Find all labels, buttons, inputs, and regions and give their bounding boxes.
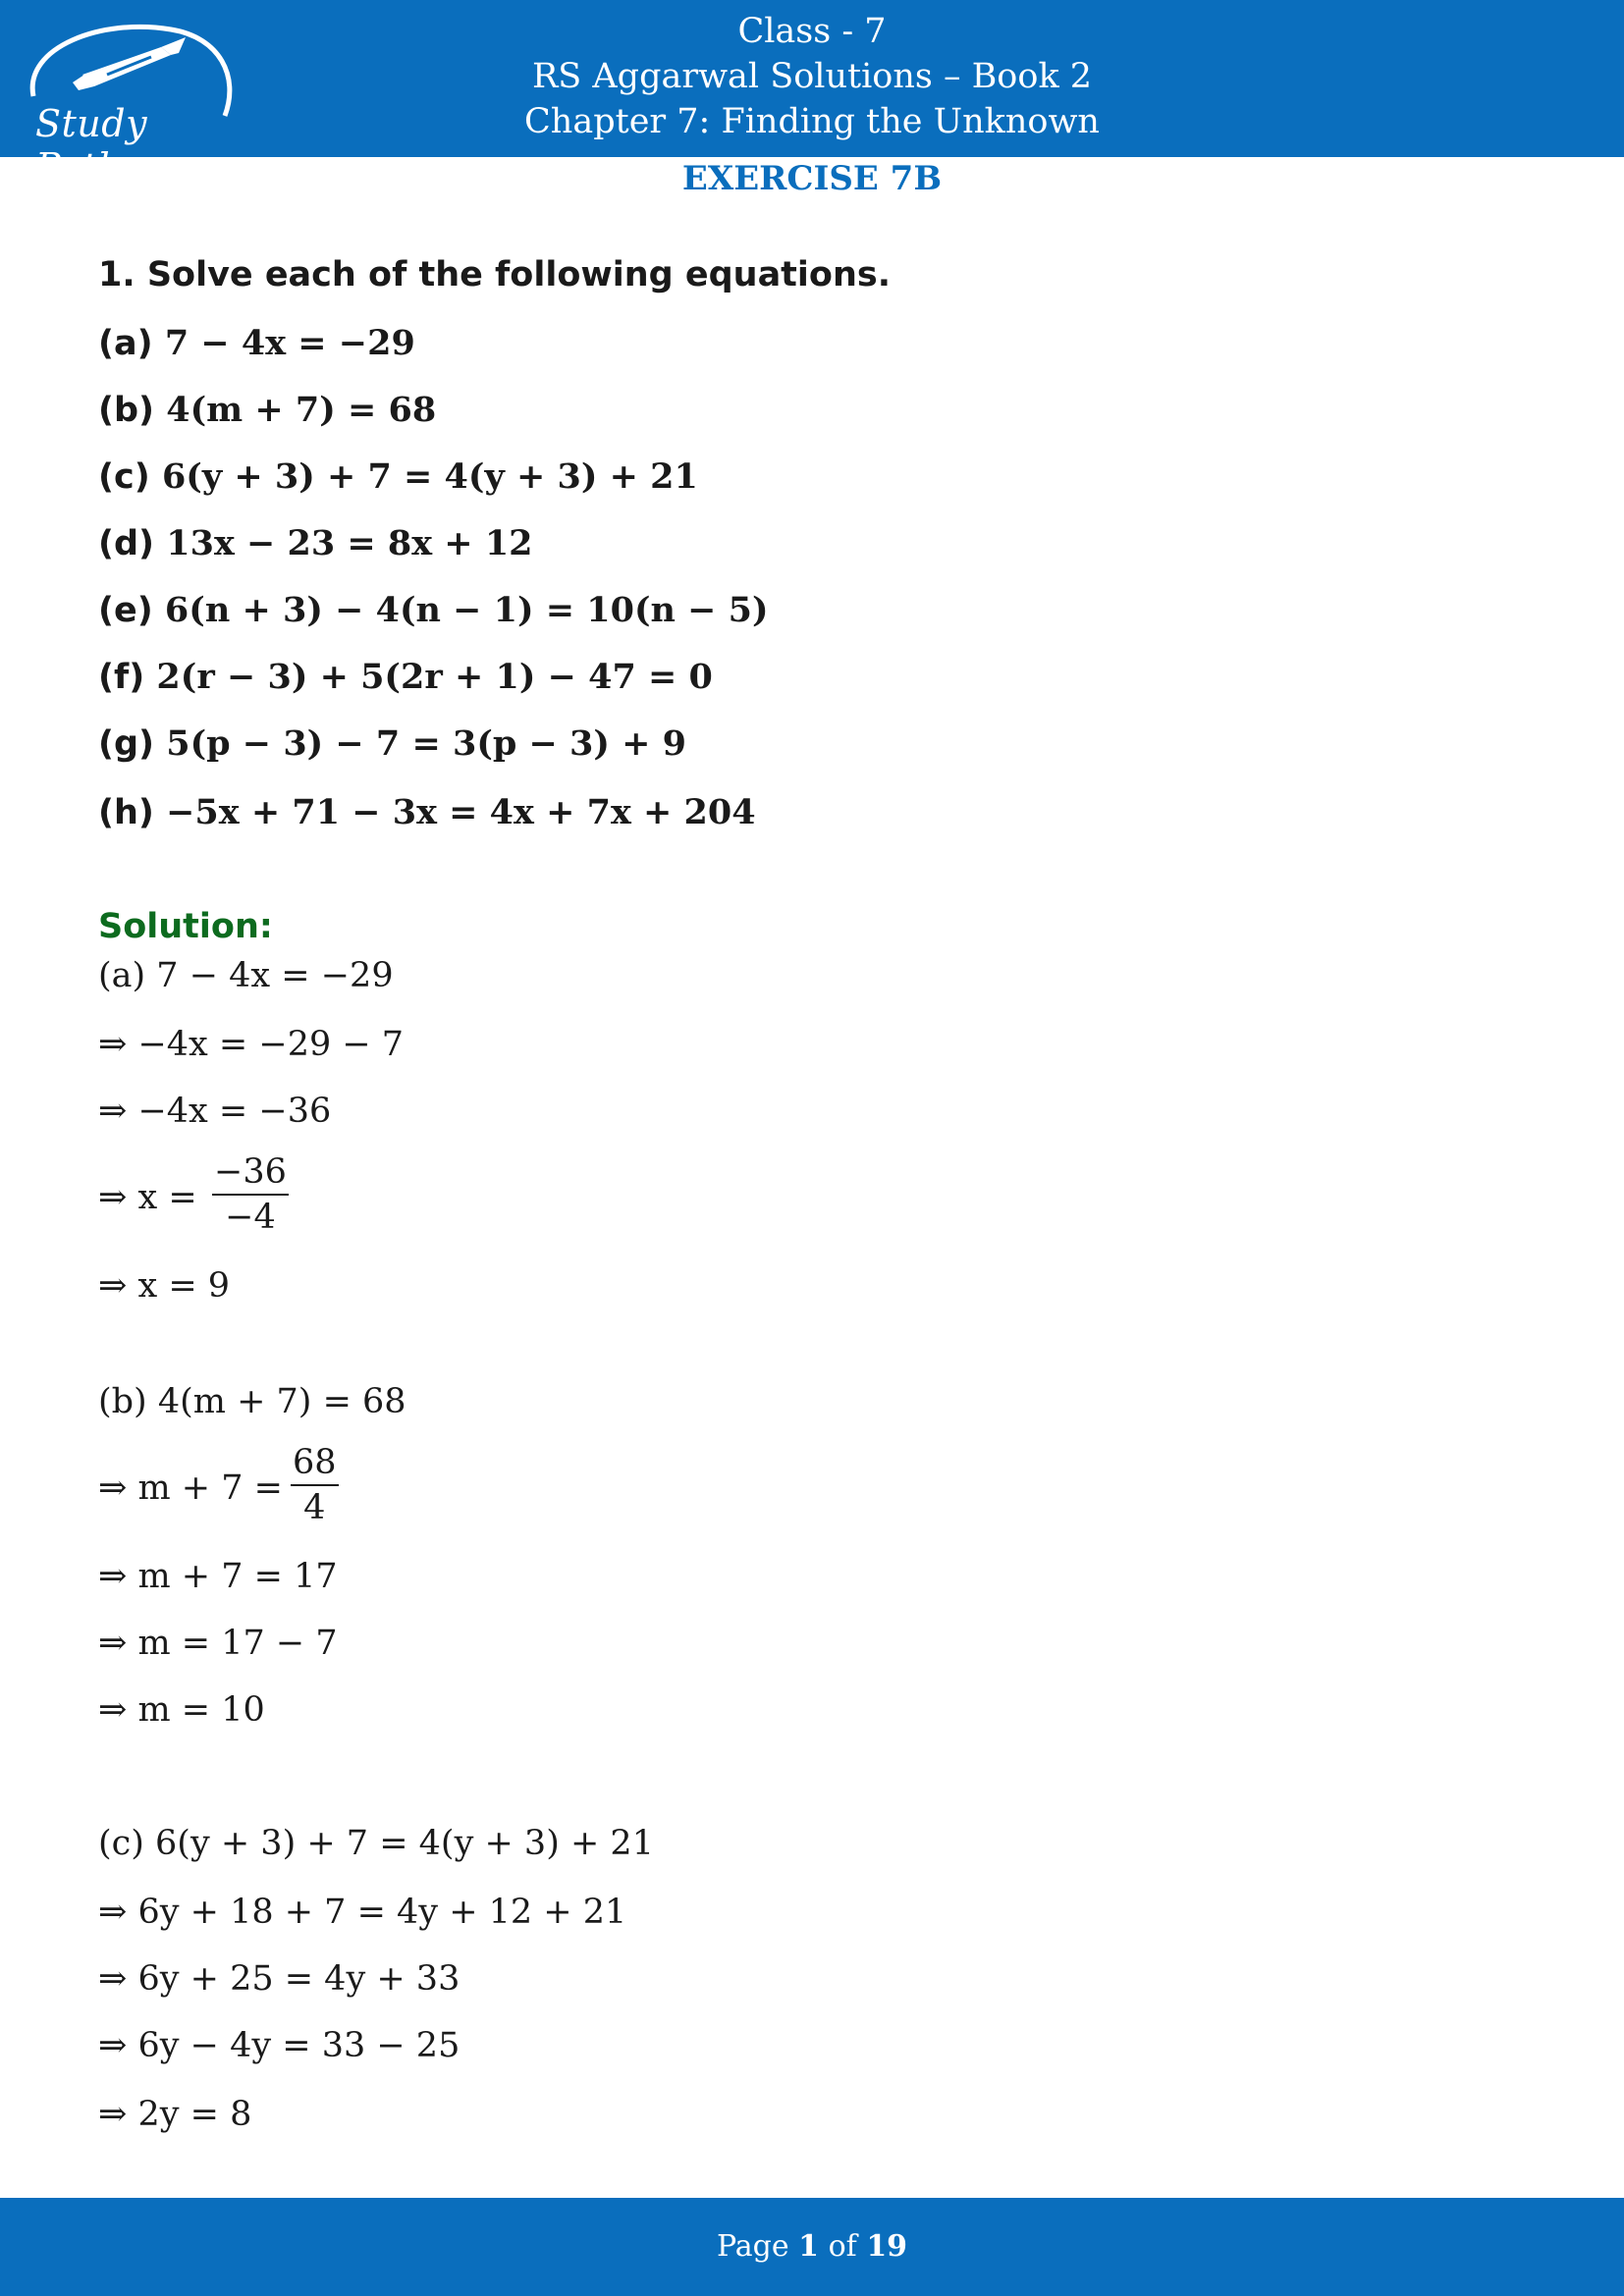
solution-c-step: ⇒ 6y + 25 = 4y + 33 bbox=[98, 1959, 460, 1999]
part-label: (h) bbox=[98, 793, 154, 832]
of-word: of bbox=[828, 2229, 857, 2264]
logo-text: Study Path bbox=[35, 102, 148, 188]
part-label: (d) bbox=[98, 524, 155, 563]
header-class: Class - 7 bbox=[737, 12, 887, 51]
part-label: (b) bbox=[98, 391, 155, 430]
fraction-numerator: 68 bbox=[293, 1443, 337, 1482]
part-label: (g) bbox=[98, 724, 155, 764]
part-equation: 4(m + 7) = 68 bbox=[166, 390, 437, 430]
page-footer bbox=[0, 2198, 1624, 2296]
part-equation: 2(r − 3) + 5(2r + 1) − 47 = 0 bbox=[156, 657, 713, 697]
question-part-h bbox=[98, 789, 756, 836]
solution-b-step: (b) 4(m + 7) = 68 bbox=[98, 1382, 406, 1421]
current-page-number: 1 bbox=[798, 2229, 820, 2264]
fraction-prefix: ⇒ x = bbox=[98, 1178, 197, 1217]
solution-b-fraction-step bbox=[98, 1439, 491, 1537]
question-title: 1. Solve each of the following equations. bbox=[98, 255, 891, 294]
solution-a-step: ⇒ x = 9 bbox=[98, 1266, 231, 1306]
part-label: (e) bbox=[98, 591, 153, 630]
part-equation: 6(y + 3) + 7 = 4(y + 3) + 21 bbox=[161, 456, 698, 497]
solution-c-step: (c) 6(y + 3) + 7 = 4(y + 3) + 21 bbox=[98, 1824, 654, 1863]
page-word: Page bbox=[716, 2229, 789, 2264]
part-equation: 5(p − 3) − 7 = 3(p − 3) + 9 bbox=[166, 723, 687, 764]
question-part-a bbox=[98, 320, 415, 367]
question-part-b bbox=[98, 387, 436, 434]
solution-heading: Solution: bbox=[98, 907, 273, 946]
part-label: (c) bbox=[98, 457, 150, 497]
solution-c-step: ⇒ 6y + 18 + 7 = 4y + 12 + 21 bbox=[98, 1893, 627, 1932]
exercise-title: EXERCISE 7B bbox=[681, 159, 943, 198]
part-equation: 7 − 4x = −29 bbox=[164, 323, 415, 363]
fraction bbox=[291, 1441, 339, 1529]
fraction-denominator: 4 bbox=[303, 1488, 326, 1527]
solution-a-step: ⇒ −4x = −36 bbox=[98, 1092, 332, 1131]
part-equation: 6(n + 3) − 4(n − 1) = 10(n − 5) bbox=[164, 590, 769, 630]
header-book: RS Aggarwal Solutions – Book 2 bbox=[531, 57, 1093, 96]
question-part-c bbox=[98, 454, 698, 501]
fraction-numerator: −36 bbox=[214, 1152, 287, 1192]
solution-b-step: ⇒ m = 10 bbox=[98, 1690, 265, 1730]
fraction bbox=[212, 1150, 289, 1239]
part-equation: 13x − 23 = 8x + 12 bbox=[166, 523, 533, 563]
question-part-f bbox=[98, 654, 713, 701]
header-chapter: Chapter 7: Finding the Unknown bbox=[524, 102, 1100, 141]
part-label: (a) bbox=[98, 324, 153, 363]
fraction-denominator: −4 bbox=[225, 1198, 276, 1237]
solution-a-step: (a) 7 − 4x = −29 bbox=[98, 956, 394, 995]
solution-b-step: ⇒ m = 17 − 7 bbox=[98, 1624, 338, 1663]
solution-c-step: ⇒ 2y = 8 bbox=[98, 2095, 252, 2134]
total-page-count: 19 bbox=[866, 2229, 908, 2264]
question-part-e bbox=[98, 587, 769, 634]
solution-a-fraction-step bbox=[98, 1148, 491, 1247]
part-equation: −5x + 71 − 3x = 4x + 7x + 204 bbox=[166, 792, 756, 832]
fraction-prefix: ⇒ m + 7 = bbox=[98, 1468, 283, 1508]
solution-a-step: ⇒ −4x = −29 − 7 bbox=[98, 1025, 405, 1064]
solution-b-step: ⇒ m + 7 = 17 bbox=[98, 1557, 338, 1596]
question-part-d bbox=[98, 520, 533, 567]
part-label: (f) bbox=[98, 658, 145, 697]
question-part-g bbox=[98, 721, 686, 768]
solution-c-step: ⇒ 6y − 4y = 33 − 25 bbox=[98, 2026, 460, 2065]
